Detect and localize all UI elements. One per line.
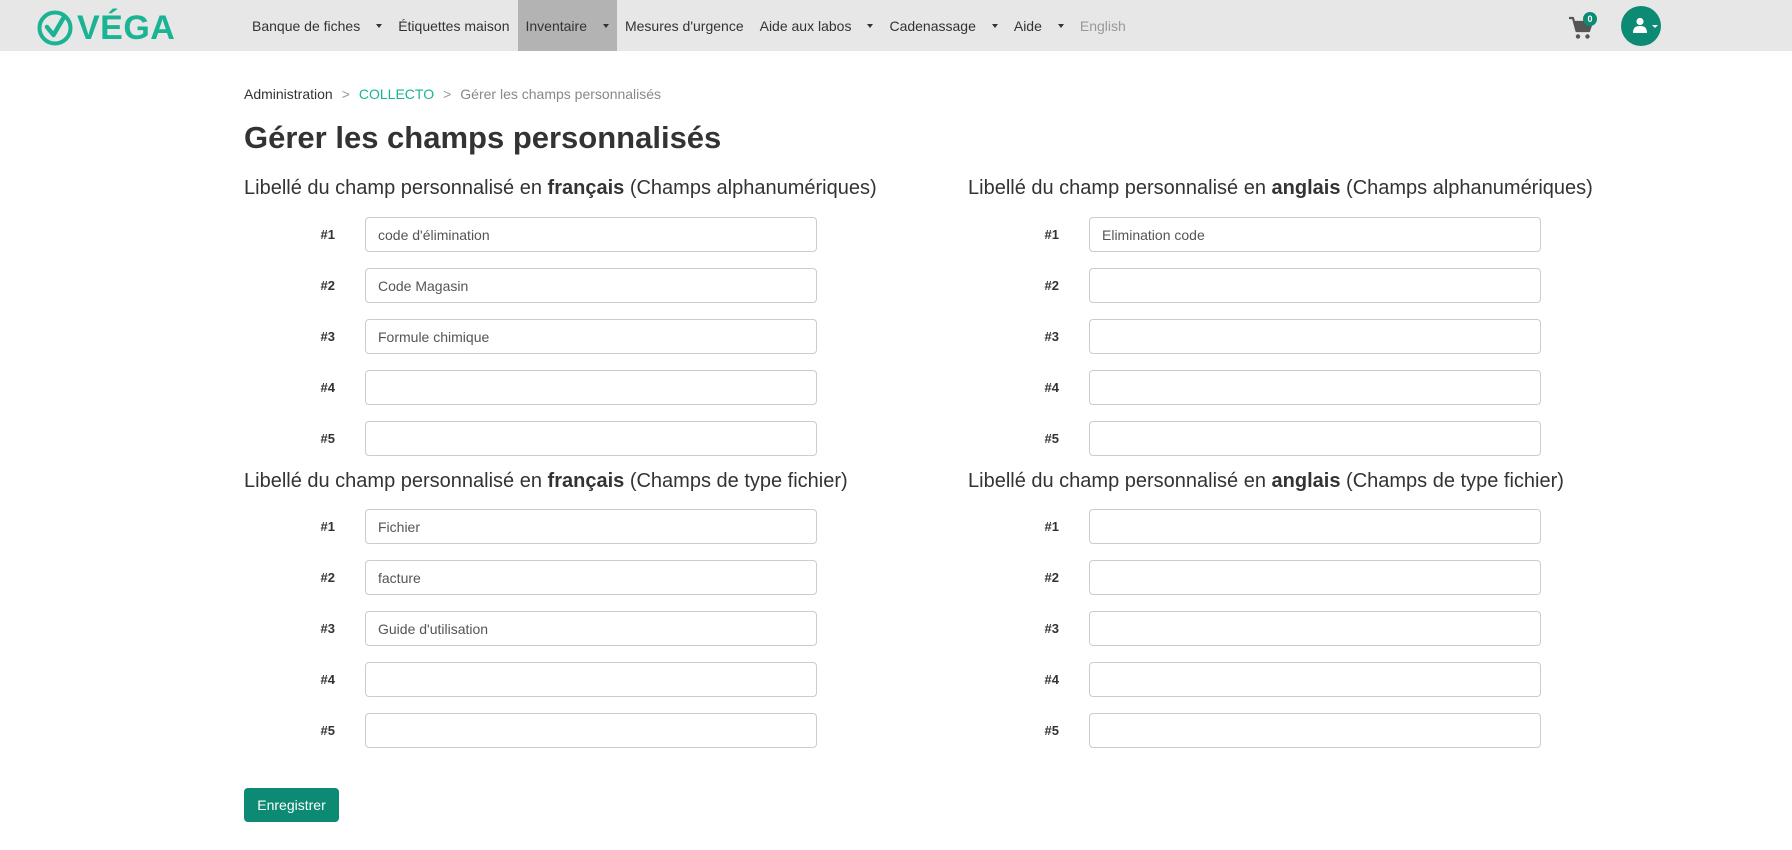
section-heading-suffix: (Champs alphanumériques) <box>629 177 877 199</box>
caret-down-icon <box>603 24 609 28</box>
field-label: #4 <box>1044 380 1059 395</box>
custom-field-en-file-1-input[interactable] <box>1089 509 1541 544</box>
custom-field-fr-file-1-input[interactable] <box>365 509 817 544</box>
field-label: #5 <box>320 431 335 446</box>
nav-item-label: Étiquettes maison <box>398 17 510 34</box>
field-label: #3 <box>1044 329 1059 344</box>
custom-field-fr-alphanumeric-3-input[interactable] <box>365 319 817 354</box>
section-heading-suffix: (Champs de type fichier) <box>1346 470 1564 492</box>
custom-field-en-alphanumeric-3-input[interactable] <box>1089 319 1541 354</box>
nav-item-label: Mesures d'urgence <box>624 17 744 34</box>
page-title: Gérer les champs personnalisés <box>244 120 722 155</box>
section-heading-4 <box>968 470 1564 493</box>
field-label: #2 <box>1044 570 1059 585</box>
custom-field-fr-alphanumeric-2-input[interactable] <box>365 268 817 303</box>
vega-logo[interactable] <box>37 9 175 47</box>
section-heading-prefix: Libellé du champ personnalisé en <box>968 470 1266 492</box>
check-circle-logo-icon <box>37 10 73 46</box>
nav-item-english[interactable] <box>1072 0 1134 51</box>
custom-field-en-alphanumeric-1-input[interactable] <box>1089 217 1541 252</box>
section-heading-3 <box>244 470 848 493</box>
field-label: #3 <box>1044 621 1059 636</box>
custom-field-fr-file-3-input[interactable] <box>365 611 817 646</box>
section-heading-1 <box>244 177 877 200</box>
nav-item-aide-aux-labos[interactable] <box>752 0 882 51</box>
nav-item-label: Aide aux labos <box>759 17 852 34</box>
section-heading-language: anglais <box>1271 177 1341 199</box>
field-label: #2 <box>320 570 335 585</box>
nav-item-inventaire[interactable] <box>518 0 617 51</box>
cart-count-badge: 0 <box>1583 12 1597 26</box>
nav-item-label: English <box>1079 17 1126 34</box>
section-heading-suffix: (Champs alphanumériques) <box>1346 177 1593 199</box>
field-label: #2 <box>1044 278 1059 293</box>
custom-field-fr-file-2-input[interactable] <box>365 560 817 595</box>
field-label: #3 <box>320 621 335 636</box>
section-heading-2 <box>968 177 1593 200</box>
nav-item-mesures-d-urgence[interactable] <box>617 0 752 51</box>
field-label: #4 <box>320 380 335 395</box>
save-button[interactable]: Enregistrer <box>244 788 339 822</box>
nav-item-etiquettes-maison[interactable] <box>390 0 517 51</box>
custom-field-en-file-5-input[interactable] <box>1089 713 1541 748</box>
field-label: #5 <box>320 723 335 738</box>
custom-field-en-alphanumeric-2-input[interactable] <box>1089 268 1541 303</box>
field-label: #2 <box>320 278 335 293</box>
section-heading-prefix: Libellé du champ personnalisé en <box>244 177 542 199</box>
caret-down-icon <box>867 24 873 28</box>
field-label: #1 <box>1044 519 1059 534</box>
section-heading-language: anglais <box>1271 470 1341 492</box>
custom-field-en-file-2-input[interactable] <box>1089 560 1541 595</box>
caret-down-icon <box>1058 24 1064 28</box>
nav-item-label: Cadenassage <box>889 17 976 34</box>
breadcrumb-separator: > <box>443 86 452 102</box>
custom-field-fr-file-5-input[interactable] <box>365 713 817 748</box>
custom-field-en-file-3-input[interactable] <box>1089 611 1541 646</box>
field-label: #3 <box>320 329 335 344</box>
caret-down-icon <box>376 24 382 28</box>
custom-field-fr-alphanumeric-4-input[interactable] <box>365 370 817 405</box>
field-label: #1 <box>320 519 335 534</box>
nav-item-banque-de-fiches[interactable] <box>244 0 390 51</box>
nav-item-aide[interactable] <box>1006 0 1072 51</box>
custom-field-en-alphanumeric-5-input[interactable] <box>1089 421 1541 456</box>
custom-field-fr-alphanumeric-5-input[interactable] <box>365 421 817 456</box>
field-label: #4 <box>1044 672 1059 687</box>
breadcrumb-current: Gérer les champs personnalisés <box>460 86 662 102</box>
custom-field-en-alphanumeric-4-input[interactable] <box>1089 370 1541 405</box>
section-heading-prefix: Libellé du champ personnalisé en <box>244 470 542 492</box>
breadcrumb <box>244 86 661 102</box>
custom-field-fr-file-4-input[interactable] <box>365 662 817 697</box>
brand-name: VÉGA <box>77 9 176 47</box>
top-navbar <box>0 0 1792 51</box>
section-heading-prefix: Libellé du champ personnalisé en <box>968 177 1266 199</box>
cart-button[interactable] <box>1568 12 1602 42</box>
section-heading-language: français <box>547 470 625 492</box>
nav-item-label: Banque de fiches <box>252 17 361 34</box>
nav-item-label: Inventaire <box>525 17 587 34</box>
nav-item-label: Aide <box>1013 17 1042 34</box>
chevron-down-icon <box>1652 25 1658 28</box>
breadcrumb-separator: > <box>341 86 350 102</box>
field-label: #1 <box>320 227 335 242</box>
nav-item-cadenassage[interactable] <box>881 0 1005 51</box>
field-label: #5 <box>1044 431 1059 446</box>
field-label: #4 <box>320 672 335 687</box>
caret-down-icon <box>992 24 998 28</box>
user-icon <box>1632 17 1648 33</box>
user-menu-button[interactable] <box>1621 6 1661 46</box>
section-heading-language: français <box>547 177 625 199</box>
breadcrumb-collecto-link[interactable]: COLLECTO <box>358 86 435 102</box>
field-label: #1 <box>1044 227 1059 242</box>
custom-field-en-file-4-input[interactable] <box>1089 662 1541 697</box>
main-nav <box>244 0 1134 51</box>
field-label: #5 <box>1044 723 1059 738</box>
section-heading-suffix: (Champs de type fichier) <box>629 470 848 492</box>
breadcrumb-administration[interactable]: Administration <box>244 86 333 102</box>
custom-field-fr-alphanumeric-1-input[interactable] <box>365 217 817 252</box>
